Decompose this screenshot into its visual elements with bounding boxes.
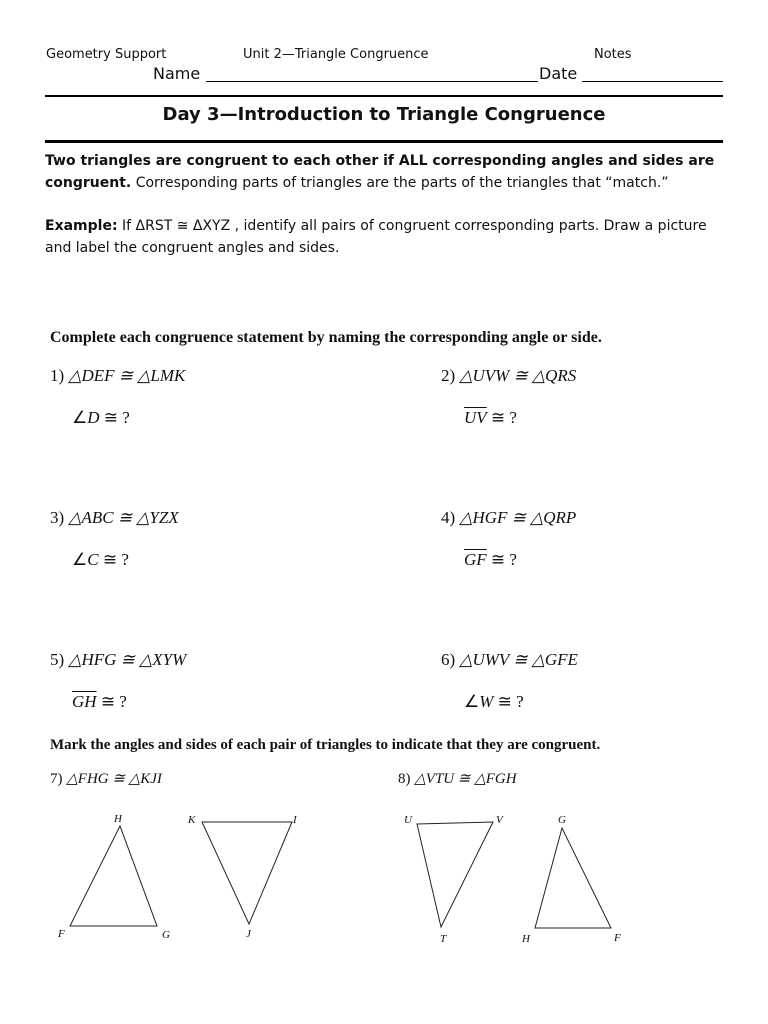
- problem-4-question[interactable]: $\overline{GF}$ ≅ ?: [464, 550, 517, 569]
- course-name: Geometry Support: [46, 47, 167, 62]
- problem-3-statement: 3) △ABC ≅ △YZX: [50, 508, 179, 527]
- vertex-label: G: [162, 929, 170, 941]
- vertex-label: G: [558, 814, 566, 826]
- vertex-label: F: [614, 932, 621, 944]
- date-label: Date: [539, 64, 578, 83]
- unit-name: Unit 2—Triangle Congruence: [243, 47, 429, 62]
- vertex-label: H: [522, 933, 530, 945]
- example-text: If ΔRST ≅ ΔXYZ , identify all pairs of congruent corresponding parts. Draw a picture and label the congruent angles and sides.: [45, 218, 707, 256]
- vertex-label: K: [188, 814, 196, 826]
- problem-3-question[interactable]: ∠C ≅ ?: [72, 550, 129, 569]
- vertex-label: F: [58, 928, 65, 940]
- vertex-label: T: [440, 933, 447, 945]
- triangle-fhg[interactable]: [70, 826, 157, 926]
- vertex-label: I: [293, 814, 297, 826]
- triangle-diagrams[interactable]: [0, 800, 768, 960]
- problem-1-question[interactable]: ∠D ≅ ?: [72, 408, 130, 427]
- definition-rest: Corresponding parts of triangles are the parts of the triangles that “match.”: [135, 175, 669, 191]
- name-blank[interactable]: [206, 81, 538, 82]
- title-rule-bottom: [45, 140, 723, 143]
- problem-7-statement: 7) △FHG ≅ △KJI: [50, 771, 162, 787]
- problem-5-question[interactable]: $\overline{GH}$ ≅ ?: [72, 692, 127, 711]
- page-title: Day 3—Introduction to Triangle Congruence: [162, 104, 606, 125]
- name-label: Name: [153, 64, 201, 83]
- problem-6-question[interactable]: ∠W ≅ ?: [464, 692, 524, 711]
- problem-2-statement: 2) △UVW ≅ △QRS: [441, 366, 577, 385]
- vertex-label: U: [404, 814, 412, 826]
- example-label: Example:: [45, 218, 118, 234]
- problem-4-statement: 4) △HGF ≅ △QRP: [441, 508, 577, 527]
- vertex-label: H: [114, 813, 122, 825]
- title-rule-top: [45, 95, 723, 97]
- problem-6-statement: 6) △UWV ≅ △GFE: [441, 650, 578, 669]
- problem-2-question[interactable]: $\overline{UV}$ ≅ ?: [464, 408, 517, 427]
- example-paragraph: [45, 215, 725, 259]
- doc-type: Notes: [594, 47, 632, 62]
- vertex-label: V: [496, 814, 503, 826]
- section2-instruction: Mark the angles and sides of each pair of triangles to indicate that they are congruent.: [50, 737, 601, 753]
- problem-1-statement: 1) △DEF ≅ △LMK: [50, 366, 186, 385]
- triangle-vtu[interactable]: [417, 822, 493, 927]
- vertex-label: J: [246, 928, 251, 940]
- definition-paragraph: [45, 150, 725, 194]
- problem-5-statement: 5) △HFG ≅ △XYW: [50, 650, 187, 669]
- triangle-kji[interactable]: [202, 822, 292, 924]
- definition-bold: Two triangles are congruent to each other if ALL corresponding angles and sides are congruent.: [45, 153, 715, 191]
- section1-instruction: Complete each congruence statement by naming the corresponding angle or side.: [50, 329, 602, 346]
- date-blank[interactable]: [582, 81, 723, 82]
- triangle-fgh[interactable]: [535, 828, 611, 928]
- problem-8-statement: 8) △VTU ≅ △FGH: [398, 771, 517, 787]
